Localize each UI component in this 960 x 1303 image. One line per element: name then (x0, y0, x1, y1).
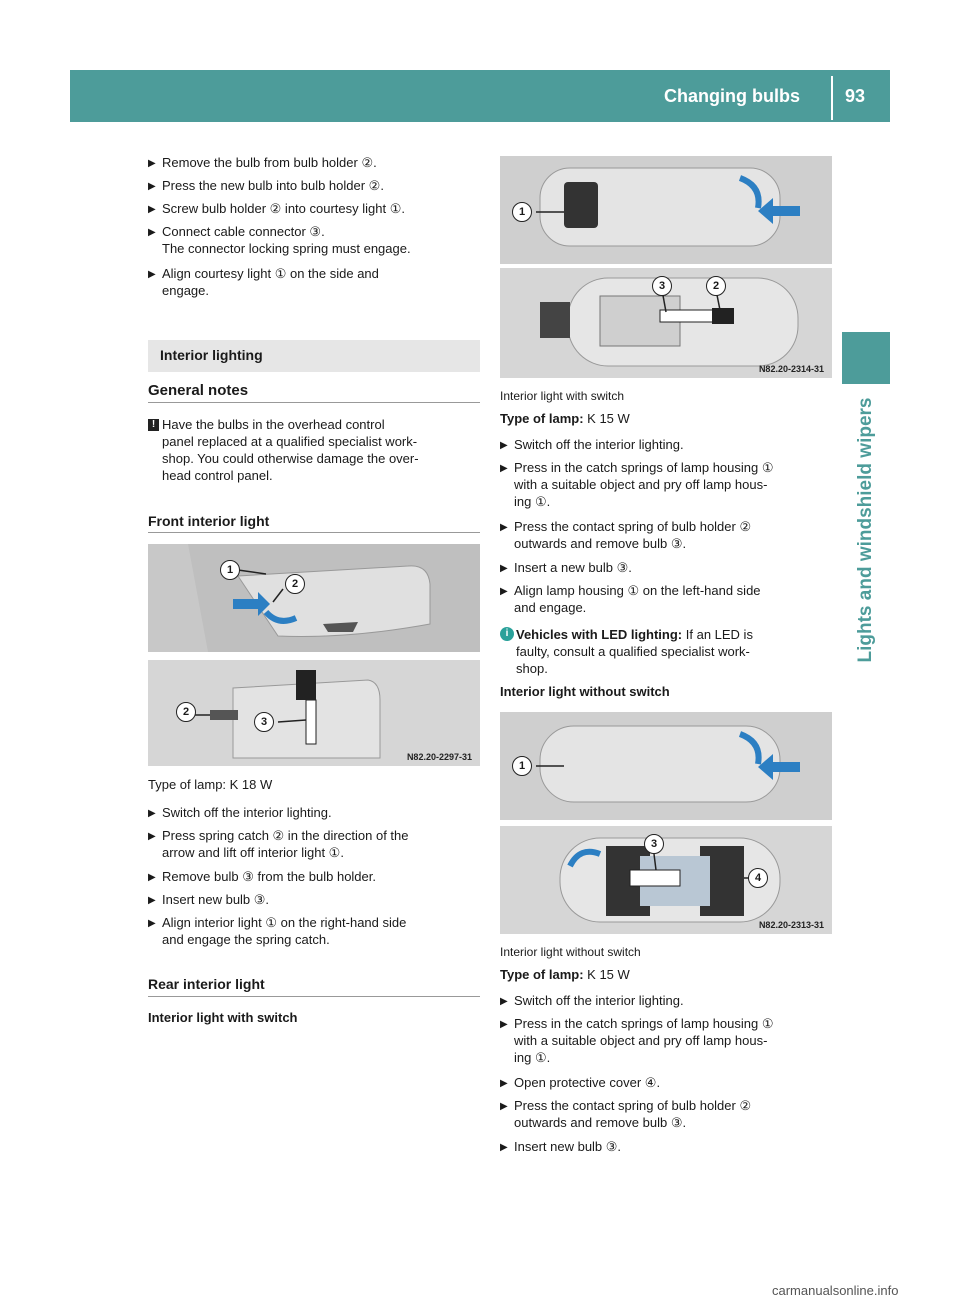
callout-4: 4 (748, 868, 768, 888)
rear-light-with-switch-detail-photo (500, 268, 832, 378)
arrow-right-icon: ▶ (500, 996, 508, 1007)
rear-light-without-switch-photo (500, 712, 832, 820)
general-notes-heading: General notes (148, 382, 249, 399)
callout-3: 3 (644, 834, 664, 854)
warning-icon: ! (148, 419, 159, 431)
arrow-right-icon: ▶ (148, 181, 156, 192)
with-switch-subhead: Interior light with switch (148, 1010, 298, 1025)
chapter-tab (842, 332, 890, 384)
front-light-detail-photo (148, 660, 480, 766)
type-of-lamp: Type of lamp: K 15 W (500, 411, 630, 426)
page-title: Changing bulbs (664, 86, 800, 106)
arrow-right-icon: ▶ (148, 872, 156, 883)
list-item: ▶ Insert new bulb ③. (500, 1139, 622, 1154)
arrow-right-icon: ▶ (148, 158, 156, 169)
list-item: ▶ Align lamp housing ① on the left-hand side and engage. (500, 583, 761, 615)
arrow-right-icon: ▶ (500, 522, 508, 533)
info-icon: i (500, 627, 514, 641)
list-item: ▶ Insert a new bulb ③. (500, 560, 632, 575)
arrow-right-icon: ▶ (500, 1142, 508, 1153)
arrow-right-icon: ▶ (500, 1078, 508, 1089)
arrow-right-icon: ▶ (500, 440, 508, 451)
arrow-right-icon: ▶ (500, 586, 508, 597)
front-light-heading: Front interior light (148, 513, 270, 529)
list-item: ▶ Align interior light ① on the right-hand side and engage the spring catch. (148, 915, 407, 947)
without-switch-subhead: Interior light without switch (500, 684, 670, 699)
divider (148, 402, 480, 403)
front-light-illustration (148, 544, 480, 652)
list-item: ▶ Remove bulb ③ from the bulb holder. (148, 869, 376, 884)
callout-3: 3 (254, 712, 274, 732)
type-of-lamp: Type of lamp: K 15 W (500, 967, 630, 982)
list-item: ▶ Switch off the interior lighting. (148, 805, 332, 820)
callout-1: 1 (512, 202, 532, 222)
list-item: ▶ Press in the catch springs of lamp housing ① with a suitable object and pry off lamp hous- ing ①. (500, 460, 774, 509)
page-number: 93 (845, 86, 866, 106)
figure-code: N82.20-2297-31 (406, 752, 472, 762)
list-item: ▶ Press spring catch ② in the direction of the arrow and lift off interior light ①. (148, 828, 409, 860)
arrow-right-icon: ▶ (500, 1101, 508, 1112)
list-item: ▶ Connect cable connector ③. The connector locking spring must engage. (148, 224, 411, 256)
warning-text: Have the bulbs in the overhead control panel replaced at a qualified specialist work- shop. You could otherwise damage the over- head control panel. (162, 417, 419, 483)
bulb-holder-illustration (500, 826, 832, 934)
arrow-right-icon: ▶ (500, 463, 508, 474)
list-item: ▶ Remove the bulb from bulb holder ②. (148, 155, 377, 170)
arrow-right-icon: ▶ (148, 204, 156, 215)
figure-caption: Interior light with switch (500, 389, 625, 403)
list-item: ▶ Insert new bulb ③. (148, 892, 270, 907)
watermark: carmanualsonline.info (772, 1283, 899, 1298)
header-divider (831, 76, 833, 120)
rear-light-with-switch-photo (500, 156, 832, 264)
arrow-right-icon: ▶ (148, 808, 156, 819)
callout-1: 1 (220, 560, 240, 580)
callout-2: 2 (285, 574, 305, 594)
list-item: ▶ Press in the catch springs of lamp housing ① with a suitable object and pry off lamp hous- ing ①. (500, 1016, 774, 1065)
divider (148, 532, 480, 533)
figure-code: N82.20-2313-31 (758, 920, 824, 930)
front-light-photo (148, 544, 480, 652)
callout-2: 2 (176, 702, 196, 722)
list-item: ▶ Press the contact spring of bulb holder ② outwards and remove bulb ③. (500, 519, 752, 551)
rear-light-without-switch-detail-photo (500, 826, 832, 934)
info-note: Vehicles with LED lighting: If an LED is faulty, consult a qualified specialist work- shop. (516, 627, 753, 676)
rear-light-heading: Rear interior light (148, 976, 265, 992)
section-title: Interior lighting (160, 347, 263, 363)
type-of-lamp: Type of lamp: K 18 W (148, 777, 273, 792)
list-item: ▶ Align courtesy light ① on the side and engage. (148, 266, 379, 298)
section-header (148, 340, 480, 372)
arrow-right-icon: ▶ (500, 563, 508, 574)
callout-2: 2 (706, 276, 726, 296)
list-item: ▶ Screw bulb holder ② into courtesy light ①. (148, 201, 405, 216)
list-item: ▶ Open protective cover ④. (500, 1075, 661, 1090)
arrow-right-icon: ▶ (148, 831, 156, 842)
arrow-right-icon: ▶ (148, 269, 156, 280)
callout-1: 1 (512, 756, 532, 776)
arrow-right-icon: ▶ (148, 227, 156, 238)
list-item: ▶ Switch off the interior lighting. (500, 437, 684, 452)
arrow-right-icon: ▶ (148, 918, 156, 929)
callout-3: 3 (652, 276, 672, 296)
lamp-housing-illustration (500, 156, 832, 264)
figure-code: N82.20-2314-31 (758, 364, 824, 374)
arrow-right-icon: ▶ (148, 895, 156, 906)
divider (148, 996, 480, 997)
list-item: ▶ Press the contact spring of bulb holder ② outwards and remove bulb ③. (500, 1098, 752, 1130)
bulb-holder-illustration (148, 660, 480, 766)
lamp-housing-illustration (500, 712, 832, 820)
list-item: ▶ Press the new bulb into bulb holder ②. (148, 178, 384, 193)
arrow-right-icon: ▶ (500, 1019, 508, 1030)
chapter-label: Lights and windshield wipers (855, 397, 876, 663)
list-item: ▶ Switch off the interior lighting. (500, 993, 684, 1008)
figure-caption: Interior light without switch (500, 945, 641, 959)
